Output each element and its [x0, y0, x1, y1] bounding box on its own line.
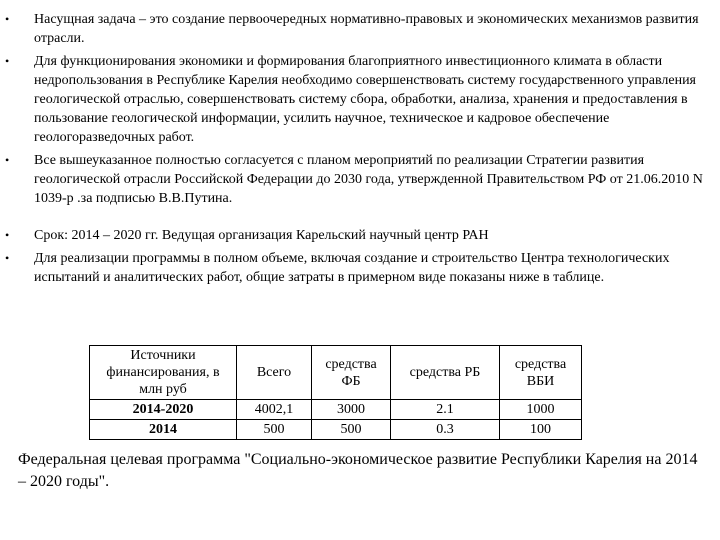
bullet-item-task — [0, 10, 720, 48]
cell-vbi: 100 — [500, 420, 582, 440]
header-source: Источники финансирования, в млн руб — [90, 346, 237, 400]
bullet-text: Все вышеуказанное полностью согласуется с планом мероприятий по реализации Стратегии развития геологической отрасли Российской Федерации до 2030 года, утвержденной Правительством РФ от 21.06.2010 N 1039-р .за подписью В.В.Путина. — [34, 153, 703, 206]
cell-rb: 0.3 — [391, 420, 500, 440]
bullet-icon: • — [5, 12, 10, 26]
header-vbi: средства ВБИ — [500, 346, 582, 400]
cell-total: 4002,1 — [237, 400, 312, 420]
bullet-item-term — [0, 226, 720, 245]
bullet-icon: • — [5, 54, 10, 68]
table-row — [90, 400, 582, 420]
header-total: Всего — [237, 346, 312, 400]
table-header-row — [90, 346, 582, 400]
bullet-icon: • — [5, 228, 10, 242]
cell-period: 2014 — [90, 420, 237, 440]
program-caption: Федеральная целевая программа "Социально-экономическое развитие Республики Карелия на 2014 – 2020 годы". — [18, 451, 698, 490]
bullet-text: Срок: 2014 – 2020 гг. Ведущая организация Карельский научный центр РАН — [34, 228, 489, 243]
bullet-text: Для реализации программы в полном объеме, включая создание и строительство Центра технологических испытаний и аналитических работ, общие затраты в примерном виде показаны ниже в таблице. — [34, 251, 670, 285]
header-fb: средства ФБ — [312, 346, 391, 400]
cell-fb: 500 — [312, 420, 391, 440]
bullet-list — [0, 10, 720, 291]
table-row — [90, 420, 582, 440]
bullet-item-strategy — [0, 151, 720, 208]
bullet-icon: • — [5, 153, 10, 167]
financing-table — [89, 345, 582, 440]
bullet-text: Насущная задача – это создание первоочередных нормативно-правовых и экономических механизмов развития отрасли. — [34, 12, 699, 46]
bullet-item-costs — [0, 249, 720, 287]
cell-total: 500 — [237, 420, 312, 440]
bullet-text: Для функционирования экономики и формирования благоприятного инвестиционного климата в области недропользования в Республике Карелия необходимо совершенствовать систему государственного управления геологической отраслью, совершенствовать систему сбора, обработки, анализа, хранения и предоставления в пользование геологической информации, усилить научное, техническое и кадровое обеспечение геологоразведочных работ. — [34, 54, 696, 145]
bullet-icon: • — [5, 251, 10, 265]
header-rb: средства РБ — [391, 346, 500, 400]
bullet-item-economy — [0, 52, 720, 147]
cell-period: 2014-2020 — [90, 400, 237, 420]
cell-vbi: 1000 — [500, 400, 582, 420]
cell-fb: 3000 — [312, 400, 391, 420]
cell-rb: 2.1 — [391, 400, 500, 420]
